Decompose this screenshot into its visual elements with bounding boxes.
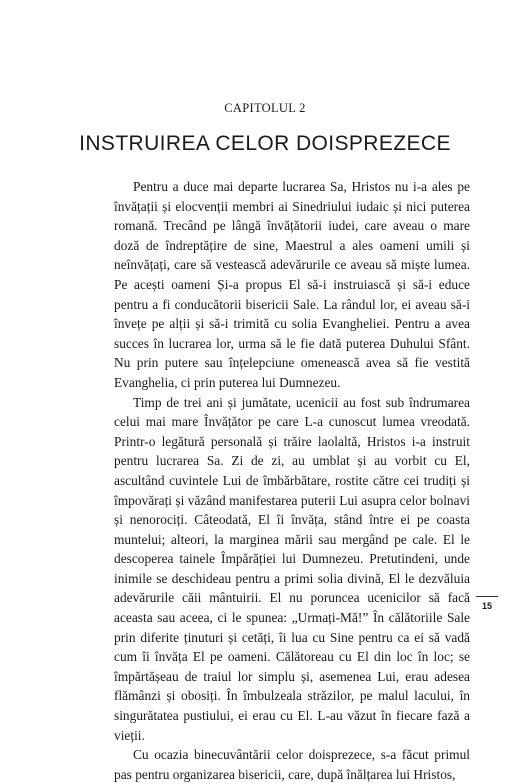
chapter-title: INSTRUIREA CELOR DOISPREZECE: [79, 132, 451, 155]
paragraph: Timp de trei ani și jumătate, ucenicii au fost sub îndrumarea celui mai mare Învățător pe care L-a cunoscut lumea vreodată. Printr-o legătură personală și trăire laolaltă, Hristos i-a instruit pentru lucrarea Sa. Zi de zi, au umblat și au vorbit cu El, ascultând cuvintele Lui de îmbărbătare, rostite către cei trudiți și împovărați și văzând manifestarea puterii Lui asupra celor bolnavi și nenorociți. Câteodată, El îi învăța, stând între ei pe coasta muntelui; alteori, la marginea mării sau mergând pe cale. El le descoperea tainele Împărăției lui Dumnezeu. Pretutindeni, unde inimile se deschideau pentru a primi solia divină, El le dezvăluia adevărurile căii mântuirii. El nu poruncea ucenicilor să facă aceasta sau aceea, ci le spunea: „Urmați-Mă!” În călătoriile Sale prin diferite ținuturi și cetăți, îi lua cu Sine pentru ca ei să vadă cum îi învăța El pe oameni. Călătoreau cu El din loc în loc; se împărtășeau de traiul lor simplu și, asemenea Lui, erau adesea flămânzi și obosiți. În îmbulzeala străzilor, pe malul lacului, în singurătatea pustiului, ei erau cu El. L-au văzut în fiecare fază a vieții.: [114, 394, 470, 743]
body-text: [114, 177, 470, 784]
paragraph: Pentru a duce mai departe lucrarea Sa, Hristos nu i-a ales pe învățații și elocvenții membri ai Sinedriului iudaic și nici puterea romană. Trecând pe lângă învățătorii iudei, care aveau o mare doză de îndreptățire de sine, Maestrul a ales oameni umili și neînvățați, care să vestească adevărurile ce aveau să miște lumea. Pe acești oameni Și-a propus El să-i instruiască și să-i educe pentru a fi conducătorii bisericii Sale. La rândul lor, ei aveau să-i învețe pe alții și să-i trimită cu solia Evangheliei. Pentru a avea succes în lucrarea lor, urma să le fie dată puterea Duhului Sfânt. Nu prin putere sau înțelepciune omenească avea să fie vestită Evanghelia, ci prin puterea lui Dumnezeu.: [114, 179, 470, 390]
chapter-label: CAPITOLUL 2: [224, 101, 306, 115]
page-number-rule: [476, 596, 498, 597]
paragraph: Cu ocazia binecuvântării celor doisprezece, s-a făcut primul pas pentru organizarea bisericii, care, după înălțarea lui Hristos,: [114, 747, 470, 782]
page-number: 15: [481, 601, 492, 611]
